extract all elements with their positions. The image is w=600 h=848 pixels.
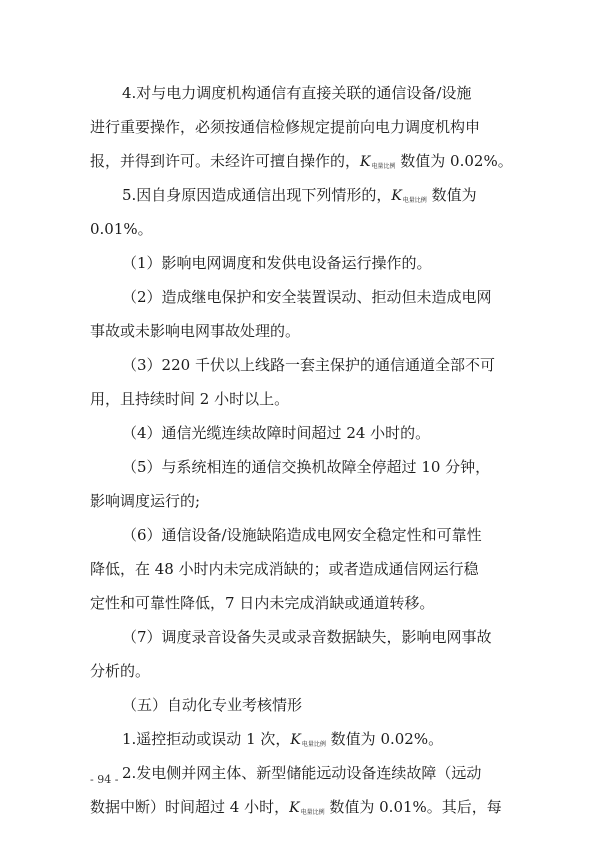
k-coefficient-symbol: $K_{电量比例}$: [391, 188, 427, 204]
text-line: 定性和可靠性降低，7 日内未完成消缺或通道转移。: [90, 594, 435, 612]
text-line: 影响调度运行的;: [90, 492, 201, 510]
text-line: 0.01%。: [90, 220, 153, 238]
k-coefficient-symbol: $K_{电量比例}$: [360, 154, 396, 170]
section-heading: （五）自动化专业考核情形: [122, 696, 303, 714]
text-line: 降低，在 48 小时内未完成消缺的；或者造成通信网运行稳: [90, 560, 479, 578]
text-line: 1.遥控拒动或误动 1 次，$K_{电量比例}$ 数值为 0.02%。: [122, 730, 444, 748]
text-line: 报，并得到许可。未经许可擅自操作的，$K_{电量比例}$ 数值为 0.02%。: [90, 152, 513, 170]
text-line: （1）影响电网调度和发供电设备运行操作的。: [122, 254, 432, 272]
text-line: 4.对与电力调度机构通信有直接关联的通信设备/设施: [122, 84, 472, 102]
text-line: 用，且持续时间 2 小时以上。: [90, 390, 290, 408]
page-number: - 94 -: [90, 773, 119, 786]
text-line: 2.发电侧并网主体、新型储能远动设备连续故障（远动: [122, 764, 482, 782]
text-line: 5.因自身原因造成通信出现下列情形的，$K_{电量比例}$ 数值为: [122, 186, 477, 204]
k-coefficient-symbol: $K_{电量比例}$: [290, 732, 326, 748]
text-line: （5）与系统相连的通信交换机故障全停超过 10 分钟，: [122, 458, 491, 476]
text-line: （7）调度录音设备失灵或录音数据缺失，影响电网事故: [122, 628, 492, 646]
text-line: （2）造成继电保护和安全装置误动、拒动但未造成电网: [122, 288, 492, 306]
text-line: 数据中断）时间超过 4 小时，$K_{电量比例}$ 数值为 0.01%。其后，每: [90, 798, 502, 816]
text-line: （6）通信设备/设施缺陷造成电网安全稳定性和可靠性: [122, 526, 482, 544]
text-line: 进行重要操作，必须按通信检修规定提前向电力调度机构申: [90, 118, 481, 136]
text-line: （4）通信光缆连续故障时间超过 24 小时的。: [122, 424, 431, 442]
k-coefficient-symbol: $K_{电量比例}$: [289, 800, 325, 816]
text-line: （3）220 千伏以上线路一套主保护的通信通道全部不可: [122, 356, 495, 374]
text-line: 分析的。: [90, 662, 151, 680]
text-line: 事故或未影响电网事故处理的。: [90, 322, 301, 340]
